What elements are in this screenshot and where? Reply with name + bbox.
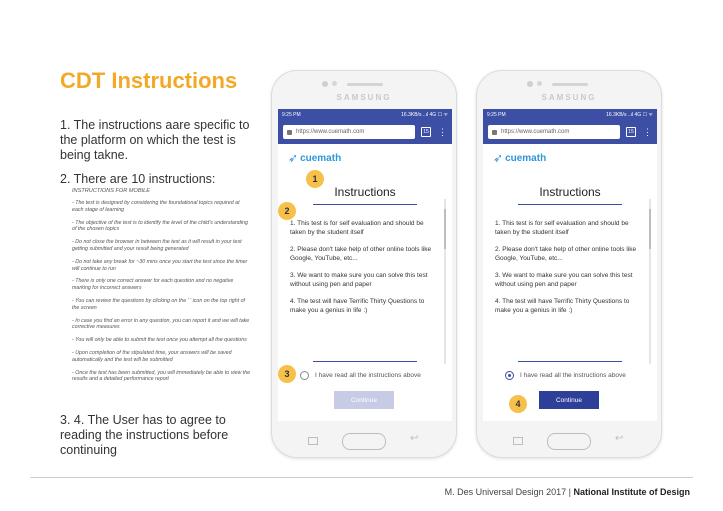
tabs-count-button[interactable]: 15 [626, 127, 636, 137]
phone-screen [483, 109, 657, 421]
page-title: CDT Instructions [60, 68, 238, 93]
agree-radio-selected[interactable] [505, 371, 514, 380]
instruction-item: - Do not take any break for ~30 mins once you start the test since the timer will continue to run [72, 258, 248, 272]
phone-mockup-right [476, 70, 662, 458]
instruction-item: - You can review the questions by clicking on the ' ' icon on the top right of the screen [72, 297, 245, 311]
screen-title: Instructions [539, 185, 601, 199]
step-badge-4: 4 [509, 395, 527, 413]
instruction-item: - In case you find an error in any question, you can report it and we will take corrective measures [72, 317, 250, 331]
camera-icon [322, 81, 328, 87]
continue-button-disabled[interactable]: Continue [334, 391, 394, 409]
step-badge-2: 2 [278, 202, 296, 220]
instruction-item: - Do not close the browser in between the test as it will result in your test getting submitted and your result being generated [72, 239, 242, 252]
tabs-count-button[interactable]: 15 [421, 127, 431, 137]
title-underline [313, 204, 417, 205]
point-3-4-text: 3. 4. The User has to agree to reading the instructions before continuing [60, 413, 229, 457]
hardware-nav-bar [477, 419, 661, 457]
camera-icon [527, 81, 533, 87]
status-indicators: 16.3KB/s ..ıl 4G ☐ ᯤ [606, 111, 653, 118]
phone-brand: SAMSUNG [336, 93, 392, 102]
list-item: 1. This test is for self evaluation and should be taken by the student itself [290, 220, 424, 236]
step-badge-1: 1 [306, 170, 324, 188]
lock-icon [287, 130, 292, 135]
home-button[interactable] [547, 433, 591, 450]
status-indicators: 16.3KB/s ..ıl 4G ☐ ᯤ [401, 111, 448, 118]
instruction-list [495, 219, 640, 323]
phone-screen [278, 109, 452, 421]
scrollbar-thumb[interactable] [444, 209, 446, 249]
agree-label: I have read all the instructions above [315, 372, 421, 379]
recent-apps-icon[interactable] [308, 437, 318, 445]
instruction-item: - The objective of the test is to identify the level of the child's understanding of the chosen topics [72, 219, 248, 233]
back-icon[interactable]: ↩ [410, 433, 419, 444]
browser-toolbar [483, 120, 657, 144]
continue-button-enabled[interactable]: Continue [539, 391, 599, 409]
screen-title: Instructions [334, 185, 396, 199]
speaker-grille [347, 83, 383, 86]
status-bar [483, 109, 657, 120]
hardware-nav-bar [272, 419, 456, 457]
mobile-instructions-list [72, 188, 252, 389]
title-underline [518, 204, 622, 205]
list-item: 3. We want to make sure you can solve this test without using pen and paper [290, 272, 428, 288]
status-time: 9:25 PM [487, 111, 506, 118]
instruction-item: - Once the test has been submitted, you will immediately be able to view the results and a detailed performance report [72, 369, 251, 383]
back-icon[interactable]: ↩ [615, 433, 624, 444]
list-item: 3. We want to make sure you can solve this test without using pen and paper [495, 272, 633, 288]
instruction-list [290, 219, 435, 323]
divider [518, 361, 622, 362]
recent-apps-icon[interactable] [513, 437, 523, 445]
point-1-text: 1. The instructions aare specific to the platform on which the test is being takne. [60, 118, 250, 162]
status-time: 9:25 PM [282, 111, 301, 118]
speaker-grille [552, 83, 588, 86]
url-text: https://www.cuemath.com [501, 129, 570, 135]
address-bar[interactable] [283, 125, 415, 139]
sensor-icon [537, 81, 542, 86]
phone-mockup-left [271, 70, 457, 458]
kebab-menu-icon[interactable]: ⋮ [643, 126, 652, 137]
list-item: 2. Please don't take help of other online tools like Google, YouTube, etc... [290, 246, 432, 262]
kebab-menu-icon[interactable]: ⋮ [438, 126, 447, 137]
agree-checkbox-row[interactable] [505, 371, 626, 380]
logo-text: cuemath [505, 152, 547, 164]
list-item: 2. Please don't take help of other online tools like Google, YouTube, etc... [495, 246, 637, 262]
instruction-item: - There is only one correct answer for each question and no negative marking for incorrect answers [72, 278, 234, 292]
rocket-icon: ➶ [493, 151, 504, 165]
cuemath-logo [288, 151, 341, 165]
list-item: 4. The test will have Terrific Thirty Questions to make you a genius in life :) [495, 298, 630, 314]
instruction-item: - The test is designed by considering the foundational topics required at each stage of learning [72, 200, 240, 213]
divider [313, 361, 417, 362]
home-button[interactable] [342, 433, 386, 450]
cuemath-logo [493, 151, 546, 165]
sensor-icon [332, 81, 337, 86]
agree-radio[interactable] [300, 371, 309, 380]
agree-label: I have read all the instructions above [520, 372, 626, 379]
footer-text: M. Des Universal Design 2017 | [444, 487, 574, 497]
lock-icon [492, 130, 497, 135]
rocket-icon: ➶ [288, 151, 299, 165]
footer [445, 487, 690, 497]
footer-divider [30, 477, 693, 478]
agree-checkbox-row[interactable] [300, 371, 421, 380]
instructions-header: INSTRUCTIONS FOR MOBILE [72, 188, 151, 194]
footer-institute: National Institute of Design [573, 487, 690, 497]
point-2-text: 2. There are 10 instructions: [60, 172, 216, 186]
scrollbar-thumb[interactable] [649, 209, 651, 249]
instruction-item: - You will only be able to submit the test once you attempt all the questions [72, 337, 247, 344]
status-bar [278, 109, 452, 120]
list-item: 1. This test is for self evaluation and should be taken by the student itself [495, 220, 629, 236]
instruction-item: - Upon completion of the stipulated time, your answers will be saved automatically and the test will be submitted [72, 349, 232, 363]
list-item: 4. The test will have Terrific Thirty Questions to make you a genius in life :) [290, 298, 425, 314]
logo-text: cuemath [300, 152, 342, 164]
url-text: https://www.cuemath.com [296, 129, 365, 135]
step-badge-3: 3 [278, 365, 296, 383]
browser-toolbar [278, 120, 452, 144]
phone-brand: SAMSUNG [541, 93, 597, 102]
address-bar[interactable] [488, 125, 620, 139]
